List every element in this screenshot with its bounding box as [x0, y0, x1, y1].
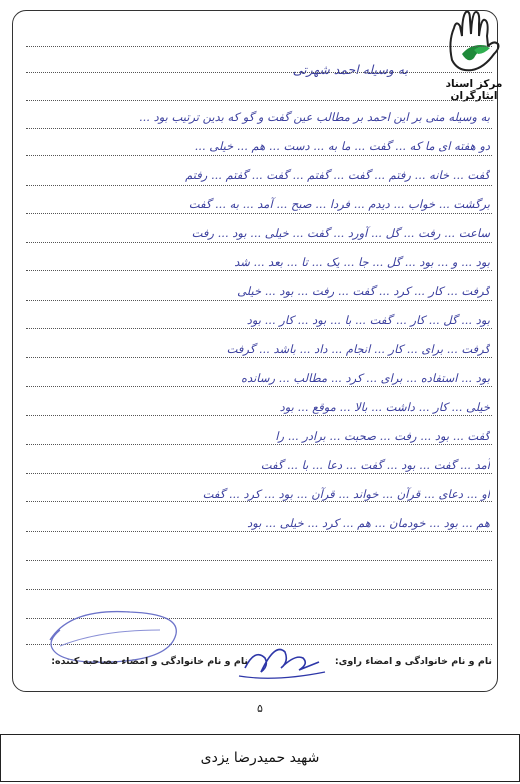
handwritten-line: بود ... و ... بود ... گل ... جا ... یک ... تا ... بعد ... شد — [234, 255, 490, 269]
handwritten-line: ساعت ... رفت ... گل ... آورد ... گفت ... خیلی ... بود ... رفت — [191, 226, 490, 240]
dotted-rule — [26, 72, 492, 73]
caption-text: شهید حمیدرضا یزدی — [200, 750, 320, 766]
handwritten-line: گفت ... خانه ... رفتم ... گفت ... گفتم ... گفت ... گفتم ... رفتم — [185, 168, 490, 182]
document-title: به وسیله احمد شهرتی — [292, 62, 408, 77]
handwritten-line: او ... دعای ... قرآن ... خواند ... قرآن ... بود ... کرد ... گفت — [202, 487, 490, 501]
interviewer-signature-label: نام و نام خانوادگی و امضاء مصاحبه کننده: — [51, 656, 248, 667]
handwritten-line: بود ... استفاده ... برای ... کرد ... مطالب ... رسانده — [241, 371, 490, 385]
caption-box — [0, 734, 520, 782]
dotted-rule — [26, 100, 492, 101]
interviewee-signature-label: نام و نام خانوادگی و امضاء راوی: — [334, 656, 492, 667]
dotted-rule — [26, 589, 492, 590]
handwritten-line: به وسیله منی بر این احمد بر مطالب عین گفت و گو که بدین ترتیب بود ... — [138, 110, 490, 124]
handwritten-line: برگشت ... خواب ... دیدم ... فردا ... صبح ... آمد ... به ... گفت — [188, 197, 490, 211]
handwritten-line: گفت ... بود ... رفت ... صحبت ... برادر ... را — [275, 429, 490, 443]
dotted-rule — [26, 560, 492, 561]
handwritten-line: گرفت ... کار ... کرد ... گفت ... رفت ... بود ... خیلی — [237, 284, 490, 298]
hand-dove-icon — [438, 6, 508, 76]
page-number: ۵ — [257, 702, 263, 715]
handwritten-line: آمد ... گفت ... بود ... گفت ... دعا ... با ... گفت — [260, 458, 490, 472]
handwritten-line: بود ... گل ... کار ... گفت ... با ... بود ... کار ... بود — [246, 313, 490, 327]
handwritten-line: دو هفته ای ما که ... گفت ... ما به ... دست ... هم ... خیلی ... — [194, 139, 490, 153]
dotted-rule — [26, 46, 492, 47]
handwritten-line: خیلی ... کار ... داشت ... بالا ... موقع ... بود — [279, 400, 490, 414]
handwritten-line: هم ... بود ... خودمان ... هم ... کرد ... خیلی ... بود — [247, 516, 490, 530]
handwritten-line: گرفت ... برای ... کار ... انجام ... داد ... باشد ... گرفت — [226, 342, 490, 356]
logo-text: مرکز اسناد ایثارگران — [445, 78, 503, 102]
